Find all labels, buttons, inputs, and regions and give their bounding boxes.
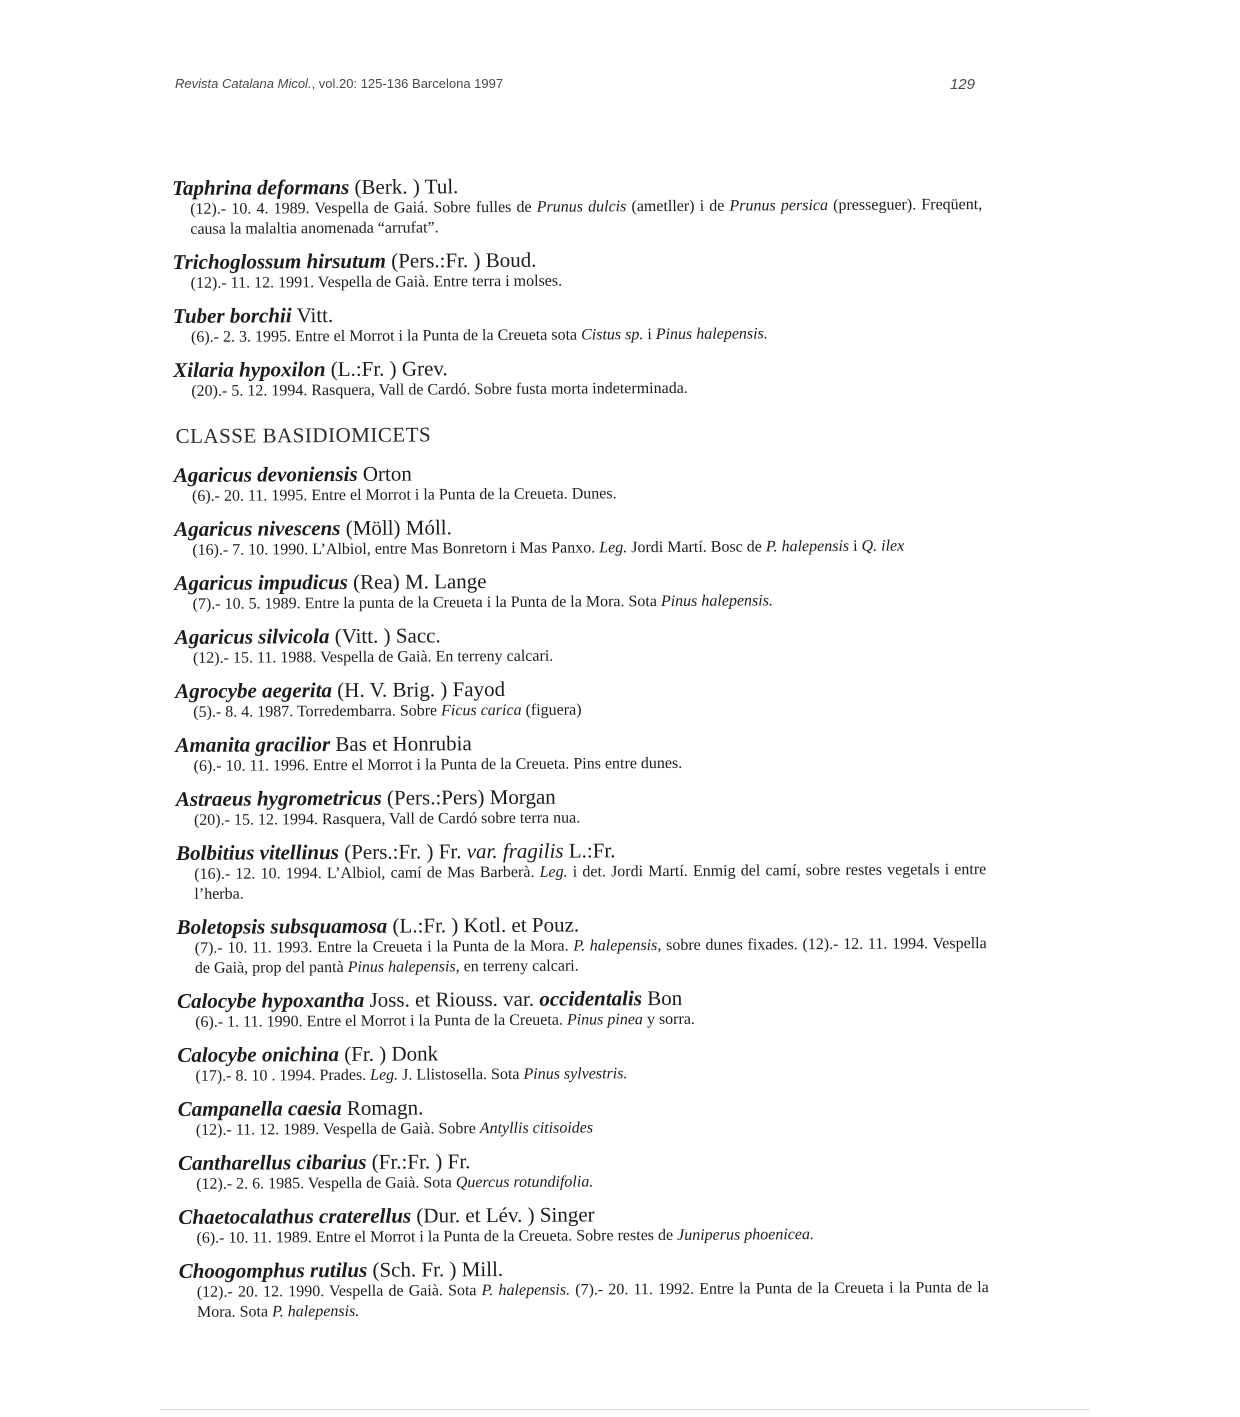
description-text: (7).- 20. 11. 1992. Entre la Punta de la Creueta i la Punta de la Mora. Sota bbox=[196, 1279, 989, 1321]
species-name-extra: L.:Fr. bbox=[563, 838, 616, 863]
species-entry bbox=[176, 836, 986, 905]
italic-taxon-text: Leg. bbox=[539, 863, 568, 881]
species-author: Joss. et Riouss. var. bbox=[364, 986, 540, 1012]
journal-name: Revista Catalana Micol. bbox=[175, 76, 312, 91]
species-entry bbox=[177, 984, 987, 1033]
description-text: J. Llistosella. Sota bbox=[398, 1065, 524, 1084]
description-text: (6).- 20. 11. 1995. Entre el Morrot i la Punta de la Creueta. Dunes. bbox=[191, 485, 617, 505]
record-description bbox=[179, 1278, 989, 1323]
species-entry bbox=[175, 674, 985, 723]
description-text: (17).- 8. 10 . 1994. Prades. bbox=[195, 1066, 371, 1085]
record-description bbox=[173, 269, 983, 294]
species-author: Vitt. bbox=[291, 303, 334, 328]
ascomycete-entries bbox=[172, 171, 983, 402]
description-text: (6).- 10. 11. 1996. Entre el Morrot i la Punta de la Creueta. Pins entre dunes. bbox=[193, 754, 683, 775]
species-entry bbox=[174, 512, 984, 561]
journal-citation: , vol.20: 125-136 Barcelona 1997 bbox=[311, 76, 504, 91]
species-name: Xilaria hypoxilon bbox=[173, 357, 326, 382]
species-name: Agaricus nivescens bbox=[174, 515, 341, 541]
species-name-extra: var. bbox=[466, 838, 503, 864]
species-name: Bolbitius vitellinus bbox=[176, 839, 340, 865]
species-author: (Dur. et Lév. ) Singer bbox=[411, 1202, 595, 1228]
record-description bbox=[175, 590, 985, 615]
species-author: (Pers.:Fr. ) Boud. bbox=[385, 247, 537, 273]
running-header bbox=[175, 76, 975, 96]
species-name: Tuber borchii bbox=[172, 303, 292, 328]
record-description bbox=[176, 752, 986, 777]
species-author: (Pers.:Fr. ) Fr. bbox=[338, 839, 467, 864]
species-entry bbox=[175, 728, 985, 777]
italic-taxon-text: Juniperus phoenicea. bbox=[677, 1226, 814, 1244]
species-name-extra: Bon bbox=[641, 985, 683, 1011]
description-text: (12).- 11. 12. 1989. Vespella de Gaià. Sobre bbox=[195, 1120, 480, 1139]
species-name: Astraeus hygrometricus bbox=[175, 785, 382, 811]
species-entry bbox=[172, 171, 982, 240]
description-text: i bbox=[643, 326, 656, 344]
description-text: (12).- 10. 4. 1989. Vespella de Gaiá. Sobre fulles de bbox=[190, 198, 537, 218]
species-name: Amanita gracilior bbox=[175, 732, 331, 757]
italic-taxon-text: Quercus rotundifolia. bbox=[455, 1173, 594, 1192]
description-text: (ametller) i de bbox=[626, 197, 730, 216]
description-text: (6).- 1. 11. 1990. Entre el Morrot i la Punta de la Creueta. bbox=[195, 1011, 567, 1031]
species-entry bbox=[175, 620, 985, 669]
species-author: Orton bbox=[357, 461, 412, 486]
description-text: (16).- 12. 10. 1994. L’Albiol, camí de Mas Barberà. bbox=[194, 863, 540, 883]
species-entry bbox=[172, 245, 982, 294]
italic-taxon-text: Ficus carica bbox=[441, 701, 522, 720]
description-text: (16).- 7. 10. 1990. L’Albiol, entre Mas Bonretorn i Mas Panxo. bbox=[192, 539, 600, 559]
description-text: sobre dunes fixades. (12).- 12. 11. 1994. Vespella de Gaià, prop del pantà bbox=[194, 935, 987, 977]
description-text: (12).- 2. 6. 1985. Vespella de Gaià. Sota bbox=[196, 1174, 456, 1193]
species-name: Trichoglossum hirsutum bbox=[172, 248, 386, 274]
species-name: Agaricus impudicus bbox=[174, 569, 348, 595]
description-text: i det. Jordi Martí. Enmig del camí, sobre restes vegetals i entre l’herba. bbox=[194, 861, 987, 903]
species-entry bbox=[173, 299, 983, 348]
species-author: (Sch. Fr. ) Mill. bbox=[367, 1256, 504, 1282]
record-description bbox=[176, 806, 986, 831]
species-name: Cantharellus cibarius bbox=[177, 1149, 367, 1175]
description-text: y sorra. bbox=[642, 1010, 695, 1029]
record-description bbox=[174, 536, 984, 561]
species-author: (H. V. Brig. ) Fayod bbox=[331, 676, 506, 703]
page-number: 129 bbox=[949, 76, 975, 93]
record-description bbox=[177, 934, 987, 979]
description-text: (12).- 20. 12. 1990. Vespella de Gaià. Sota bbox=[196, 1282, 482, 1301]
description-text: (7).- 10. 5. 1989. Entre la punta de la Creueta i la Punta de la Mora. Sota bbox=[192, 593, 661, 613]
italic-taxon-text: Prunus dulcis bbox=[536, 198, 627, 216]
italic-taxon-text: Pinus sylvestris. bbox=[523, 1065, 628, 1083]
record-description bbox=[172, 195, 982, 240]
italic-taxon-text: P. halepensis. bbox=[271, 1302, 360, 1321]
species-entry bbox=[178, 1200, 988, 1249]
species-author: (Pers.:Pers) Morgan bbox=[381, 784, 556, 810]
italic-taxon-text: Antyllis citisoides bbox=[479, 1119, 594, 1138]
species-name-extra: fragilis bbox=[502, 838, 564, 863]
italic-taxon-text: Pinus halepensis. bbox=[660, 592, 773, 611]
species-author: (Möll) Móll. bbox=[340, 515, 452, 540]
species-author: (L.:Fr. ) Kotl. et Pouz. bbox=[387, 912, 580, 938]
species-list bbox=[172, 171, 989, 1333]
record-description bbox=[175, 698, 985, 723]
italic-taxon-text: P. halepensis. bbox=[481, 1281, 571, 1300]
italic-taxon-text: Pinus halepensis. bbox=[655, 325, 768, 344]
species-name: Taphrina deformans bbox=[172, 174, 350, 200]
species-entry bbox=[178, 1146, 988, 1195]
description-text: (6).- 2. 3. 1995. Entre el Morrot i la Punta de la Creueta sota bbox=[190, 326, 582, 346]
species-author: (Fr.:Fr. ) Fr. bbox=[366, 1149, 471, 1174]
basidiomycete-entries bbox=[174, 458, 989, 1323]
record-description bbox=[178, 1224, 988, 1249]
species-author: (Fr. ) Donk bbox=[338, 1041, 439, 1066]
scan-edge-line bbox=[160, 1409, 1090, 1410]
species-entry bbox=[177, 910, 987, 979]
record-description bbox=[174, 482, 984, 507]
description-text: (12).- 11. 12. 1991. Vespella de Gaià. Entre terra i molses. bbox=[190, 272, 563, 292]
italic-taxon-text: Leg. bbox=[599, 539, 628, 557]
record-description bbox=[178, 1170, 988, 1195]
italic-taxon-text: P. halepensis, bbox=[573, 937, 662, 955]
section-heading: CLASSE BASIDIOMICETS bbox=[175, 422, 432, 448]
species-author: (L.:Fr. ) Grev. bbox=[325, 356, 448, 382]
species-name: Calocybe onichina bbox=[177, 1041, 340, 1067]
record-description bbox=[177, 1008, 987, 1033]
italic-taxon-text: Leg. bbox=[370, 1066, 399, 1084]
species-entry bbox=[177, 1038, 987, 1087]
species-name: Chaetocalathus craterellus bbox=[178, 1203, 412, 1229]
description-text: (12).- 15. 11. 1988. Vespella de Gaià. En terreny calcari. bbox=[192, 647, 554, 667]
species-name: Agaricus devoniensis bbox=[173, 461, 358, 487]
species-entry bbox=[174, 566, 984, 615]
description-text: en terreny calcari. bbox=[459, 957, 579, 976]
species-name: Agaricus silvicola bbox=[174, 624, 330, 649]
species-name: Agrocybe aegerita bbox=[175, 678, 333, 703]
italic-taxon-text: Pinus pinea bbox=[566, 1011, 643, 1029]
italic-taxon-text: Q. ilex bbox=[861, 537, 905, 555]
italic-taxon-text: Pinus halepensis, bbox=[347, 958, 460, 976]
record-description bbox=[173, 377, 983, 402]
description-text: (7).- 10. 11. 1993. Entre la Creueta i la Punta de la Mora. bbox=[194, 937, 574, 957]
species-entry bbox=[179, 1254, 989, 1323]
italic-taxon-text: Prunus persica bbox=[729, 196, 829, 215]
record-description bbox=[178, 1116, 988, 1141]
description-text: i bbox=[849, 537, 862, 555]
record-description bbox=[177, 1062, 987, 1087]
record-description bbox=[175, 644, 985, 669]
species-name-extra: occidentalis bbox=[539, 986, 643, 1011]
species-entry bbox=[174, 458, 984, 507]
description-text: Jordi Martí. Bosc de bbox=[627, 538, 766, 557]
species-author: (Berk. ) Tul. bbox=[349, 174, 459, 199]
species-name: Campanella caesia bbox=[177, 1095, 342, 1121]
description-text: (5).- 8. 4. 1987. Torredembarra. Sobre bbox=[193, 702, 442, 721]
species-name: Boletopsis subsquamosa bbox=[176, 913, 388, 939]
record-description bbox=[176, 860, 986, 905]
species-name: Calocybe hypoxantha bbox=[176, 987, 365, 1013]
species-author: Bas et Honrubia bbox=[330, 731, 472, 757]
species-entry bbox=[173, 353, 983, 402]
description-text: (6).- 10. 11. 1989. Entre el Morrot i la Punta de la Creueta. Sobre restes de bbox=[196, 1226, 678, 1247]
description-text: (20).- 15. 12. 1994. Rasquera, Vall de Cardó sobre terra nua. bbox=[193, 809, 581, 829]
description-text: (presseguer). Freqüent, causa la malaltia anomenada “arrufat”. bbox=[190, 196, 983, 238]
species-author: (Rea) M. Lange bbox=[347, 569, 487, 594]
species-author: Romagn. bbox=[341, 1095, 424, 1120]
description-text: (figuera) bbox=[521, 701, 582, 719]
species-entry bbox=[178, 1092, 988, 1141]
species-author: (Vitt. ) Sacc. bbox=[329, 623, 441, 649]
record-description bbox=[173, 323, 983, 348]
species-entry bbox=[176, 782, 986, 831]
description-text: (20).- 5. 12. 1994. Rasquera, Vall de Cardó. Sobre fusta morta indeterminada. bbox=[191, 379, 688, 400]
species-name: Choogomphus rutilus bbox=[178, 1257, 368, 1283]
italic-taxon-text: Cistus sp. bbox=[581, 326, 644, 344]
italic-taxon-text: P. halepensis bbox=[765, 537, 850, 556]
